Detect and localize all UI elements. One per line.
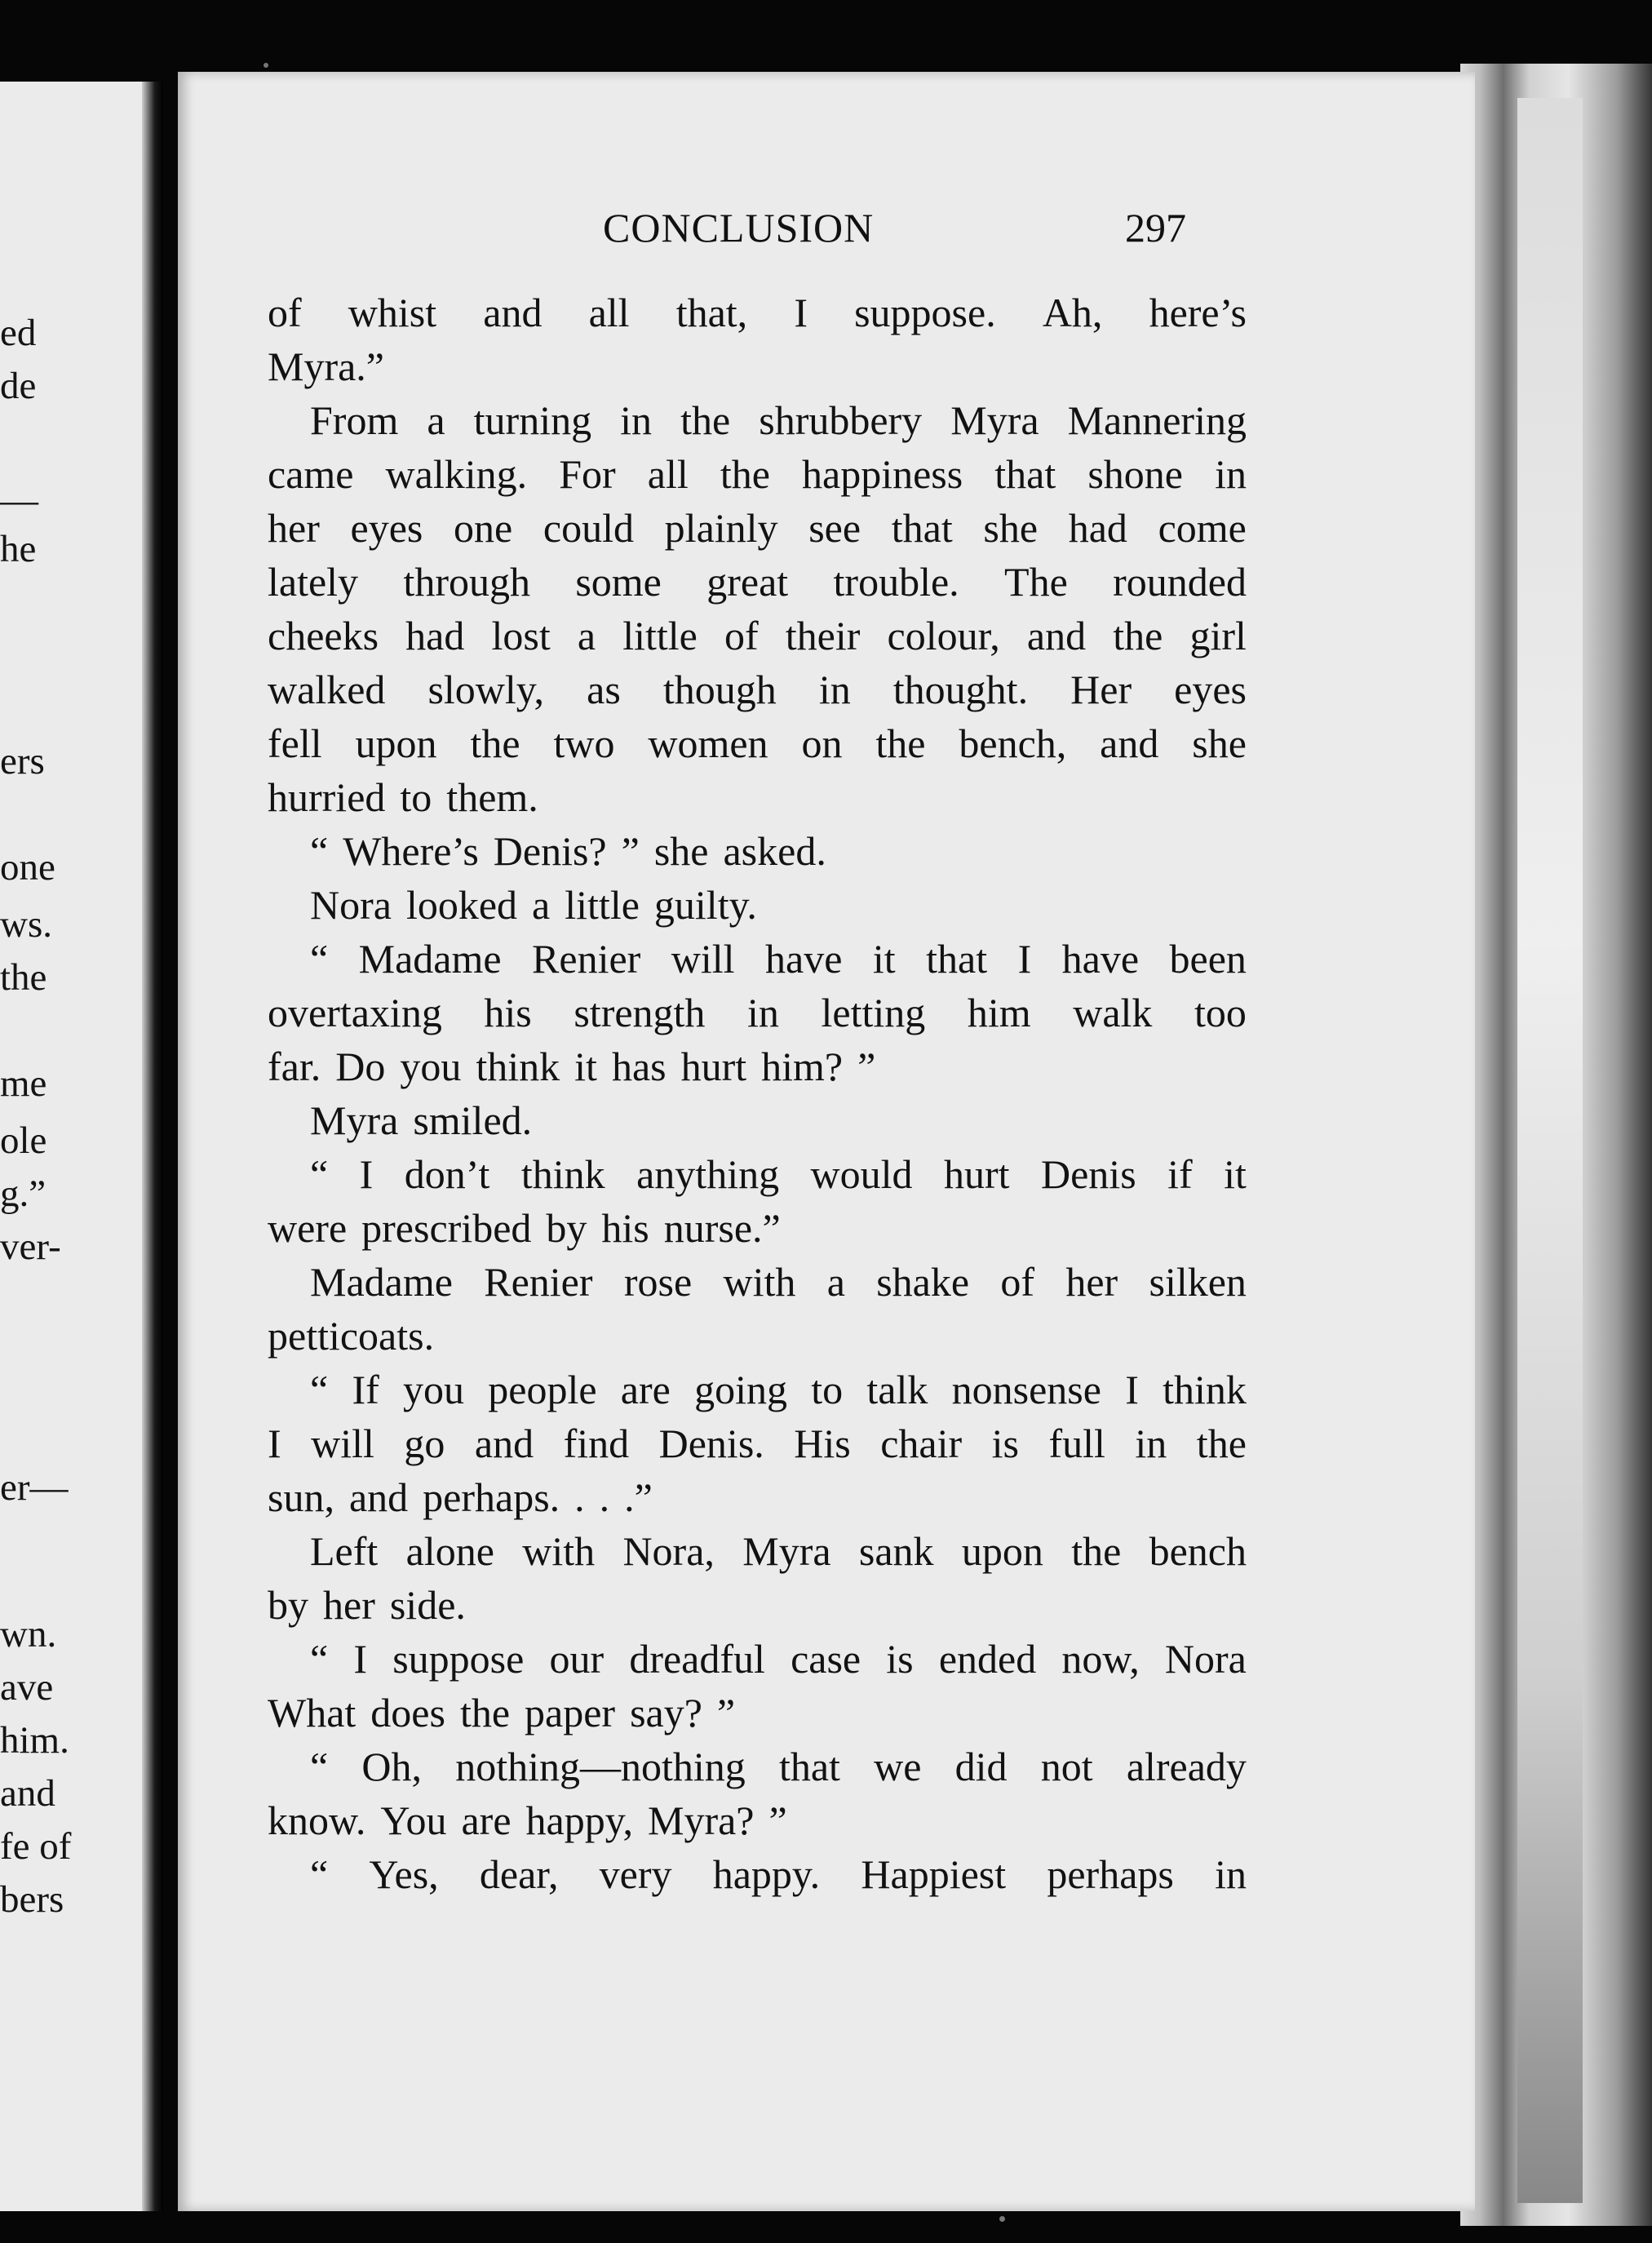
body-text [268, 286, 1247, 1901]
text-line [268, 1201, 1247, 1255]
word: could [543, 505, 634, 551]
word: has [611, 1044, 667, 1089]
word: upon [961, 1528, 1043, 1574]
word: know. [268, 1798, 366, 1843]
word: shrubbery [759, 397, 923, 443]
word: did [954, 1744, 1008, 1789]
text-line [268, 555, 1247, 609]
word: the [680, 397, 731, 443]
left-fragment: the [0, 956, 47, 999]
word: whist [348, 290, 437, 335]
left-fragment: er— [0, 1466, 69, 1509]
word: smiled. [413, 1097, 533, 1143]
word: looked [405, 882, 518, 928]
word: hurried [268, 774, 386, 820]
word: Madame [310, 1259, 453, 1305]
word: a [577, 613, 596, 658]
left-fragment: him. [0, 1719, 69, 1762]
word: lately [268, 559, 359, 605]
word: been [1169, 936, 1247, 982]
word: women [648, 720, 768, 766]
word: I [268, 1421, 281, 1466]
word: the [875, 720, 926, 766]
word: them. [446, 774, 538, 820]
word: of [724, 613, 759, 658]
word: I [353, 1636, 368, 1682]
text-line [268, 1039, 1247, 1093]
word: that [891, 505, 953, 551]
word: his [484, 990, 532, 1035]
word: eyes [1174, 667, 1247, 712]
word: I [1017, 936, 1032, 982]
word: nothing—nothing [455, 1744, 746, 1789]
word: Oh, [361, 1744, 422, 1789]
word: “ [310, 1367, 329, 1412]
word: thought. [892, 667, 1029, 712]
word: already [1126, 1744, 1247, 1789]
word: side. [389, 1582, 466, 1628]
word: one [454, 505, 513, 551]
word: “ [310, 828, 329, 874]
word: and [1026, 613, 1087, 658]
word: on [801, 720, 843, 766]
word: think [520, 1151, 605, 1197]
word: walking. [385, 451, 528, 497]
word: and [483, 290, 543, 335]
word: now, [1061, 1636, 1140, 1682]
text-line [268, 1740, 1247, 1793]
word: is [886, 1636, 914, 1682]
word: that [994, 451, 1056, 497]
word: will [311, 1421, 374, 1466]
left-fragment: bers [0, 1878, 64, 1921]
word: with [522, 1528, 596, 1574]
word: turning [473, 397, 592, 443]
word: the [470, 720, 520, 766]
word: by [546, 1205, 587, 1251]
word: overtaxing [268, 990, 442, 1035]
left-fragment: — [0, 479, 38, 521]
word: people [488, 1367, 597, 1412]
word: perhaps [1047, 1851, 1174, 1897]
left-fragment: fe of [0, 1825, 72, 1868]
text-line [268, 1255, 1247, 1309]
word: shake [876, 1259, 970, 1305]
text-line [268, 1093, 1247, 1147]
word: “ [310, 1636, 329, 1682]
word: you [403, 1367, 465, 1412]
word: a [427, 397, 445, 443]
left-fragment: ver- [0, 1226, 61, 1268]
word: her [268, 505, 320, 551]
word: will [671, 936, 735, 982]
word: her [1065, 1259, 1118, 1305]
running-head: CONCLUSION [603, 205, 875, 250]
word: the [1071, 1528, 1122, 1574]
word: that [778, 1744, 840, 1789]
word: you [400, 1044, 462, 1089]
word: . [599, 1474, 610, 1520]
word: Denis [1041, 1151, 1136, 1197]
word: their [785, 613, 861, 658]
word: hurt [944, 1151, 1010, 1197]
word: hurt [680, 1044, 747, 1089]
word: alone [405, 1528, 494, 1574]
word: had [1068, 505, 1127, 551]
word: all [647, 451, 689, 497]
word: happy, [525, 1798, 633, 1843]
word: lost [491, 613, 551, 658]
word: the [1113, 613, 1163, 658]
word: Renier [532, 936, 641, 982]
word: in [1215, 451, 1247, 497]
text-line [268, 393, 1247, 447]
word: “ [310, 1151, 329, 1197]
word: case [791, 1636, 861, 1682]
word: “ [310, 1851, 329, 1897]
word: him? [761, 1044, 844, 1089]
left-fragment: ers [0, 740, 45, 782]
text-line [268, 286, 1247, 339]
word: if [1167, 1151, 1193, 1197]
word: that [926, 936, 988, 982]
text-line [268, 447, 1247, 501]
word: happiness [802, 451, 963, 497]
word: guilty. [653, 882, 757, 928]
word: ” [621, 828, 640, 874]
word: little [622, 613, 698, 658]
word: letting [821, 990, 926, 1035]
word: What [268, 1690, 357, 1735]
word: his [601, 1205, 649, 1251]
word: You [380, 1798, 447, 1843]
word: dreadful [629, 1636, 765, 1682]
word: Mannering [1067, 397, 1247, 443]
text-line [268, 770, 1247, 824]
word: and [1100, 720, 1159, 766]
word: plainly [664, 505, 778, 551]
word: Myra [950, 397, 1039, 443]
word: Do [335, 1044, 386, 1089]
word: chair [880, 1421, 963, 1466]
left-fragment: g.” [0, 1172, 47, 1215]
word: and [474, 1421, 534, 1466]
word: a [532, 882, 551, 928]
word: through [403, 559, 530, 605]
word: not [1040, 1744, 1093, 1789]
word: she [653, 828, 709, 874]
word: the [720, 451, 770, 497]
word: Nora [1164, 1636, 1247, 1682]
left-fragment: and [0, 1772, 55, 1815]
word: bench, [959, 720, 1067, 766]
left-fragment: de [0, 365, 37, 407]
word: though [662, 667, 777, 712]
text-line [268, 1147, 1247, 1201]
word: great [706, 559, 789, 605]
text-line [268, 932, 1247, 986]
word: rose [623, 1259, 693, 1305]
scan-dust-speck [999, 2216, 1005, 2222]
text-line [268, 1686, 1247, 1740]
word: Madame [358, 936, 502, 982]
word: The [1004, 559, 1068, 605]
text-line [268, 824, 1247, 878]
word: see [808, 505, 861, 551]
word: think [476, 1044, 560, 1089]
book-gutter [142, 82, 163, 2211]
word: Nora [310, 882, 392, 928]
word: is [991, 1421, 1019, 1466]
word: talk [866, 1367, 928, 1412]
word: Left [310, 1528, 379, 1574]
word: Denis. [658, 1421, 764, 1466]
word: cheeks [268, 613, 379, 658]
word: sank [858, 1528, 934, 1574]
word: From [310, 397, 399, 443]
word: Happiest [861, 1851, 1007, 1897]
text-line [268, 1470, 1247, 1524]
word: bench [1149, 1528, 1247, 1574]
word: nurse.” [663, 1205, 781, 1251]
word: .” [624, 1474, 653, 1520]
word: colour, [887, 613, 1000, 658]
word: nonsense [951, 1367, 1101, 1412]
word: in [1215, 1851, 1247, 1897]
word: Yes, [369, 1851, 439, 1897]
word: are [620, 1367, 671, 1412]
word: ” [716, 1690, 736, 1735]
word: “ [310, 1744, 329, 1789]
word: does [370, 1690, 445, 1735]
word: of [268, 290, 302, 335]
word: happy. [712, 1851, 821, 1897]
word: as [587, 667, 621, 712]
word: she [1192, 720, 1247, 766]
text-line [268, 1578, 1247, 1632]
word: the [1196, 1421, 1247, 1466]
word: to [400, 774, 432, 820]
word: some [575, 559, 662, 605]
word: strength [574, 990, 706, 1035]
word: paper [525, 1690, 616, 1735]
text-line [268, 1309, 1247, 1363]
word: we [874, 1744, 922, 1789]
word: and [348, 1474, 409, 1520]
text-line [268, 339, 1247, 393]
page-stack-edge-highlight [1517, 98, 1583, 2203]
word: trouble. [833, 559, 959, 605]
word: all [588, 290, 630, 335]
scan-dust-speck [264, 63, 268, 68]
facing-page-left [0, 82, 163, 2211]
word: it [872, 936, 896, 982]
word: If [352, 1367, 379, 1412]
word: were [268, 1205, 348, 1251]
word: would [810, 1151, 913, 1197]
word: she [983, 505, 1039, 551]
word: think [1163, 1367, 1247, 1412]
word: going [694, 1367, 787, 1412]
word: His [794, 1421, 851, 1466]
text-line [268, 1363, 1247, 1416]
left-fragment: wn. [0, 1613, 57, 1656]
word: very [599, 1851, 672, 1897]
word: petticoats. [268, 1313, 435, 1359]
word: dear, [479, 1851, 559, 1897]
word: rounded [1113, 559, 1247, 605]
word: anything [636, 1151, 780, 1197]
word: I [359, 1151, 374, 1197]
word: . [574, 1474, 585, 1520]
word: far. [268, 1044, 321, 1089]
text-line [268, 716, 1247, 770]
word: by [268, 1582, 308, 1628]
word: silken [1149, 1259, 1247, 1305]
text-line [268, 609, 1247, 663]
word: suppose [392, 1636, 525, 1682]
word: full [1048, 1421, 1105, 1466]
word: Myra [742, 1528, 831, 1574]
word: came [268, 451, 354, 497]
text-line [268, 1632, 1247, 1686]
word: “ [310, 936, 329, 982]
left-fragment: me [0, 1062, 47, 1105]
word: to [811, 1367, 844, 1412]
word: ended [938, 1636, 1037, 1682]
word: are [461, 1798, 512, 1843]
word: her [323, 1582, 375, 1628]
word: it [574, 1044, 597, 1089]
word: shone [1087, 451, 1183, 497]
word: go [404, 1421, 445, 1466]
word: in [818, 667, 851, 712]
left-fragment: ole [0, 1119, 47, 1162]
word: Her [1070, 667, 1132, 712]
text-line [268, 501, 1247, 555]
word: two [553, 720, 615, 766]
word: of [1000, 1259, 1035, 1305]
word: a [826, 1259, 845, 1305]
word: sun, [268, 1474, 334, 1520]
word: that, [675, 290, 748, 335]
left-fragment: ws. [0, 903, 52, 946]
word: Myra? [647, 1798, 755, 1843]
word: Renier [484, 1259, 593, 1305]
left-fragment: one [0, 846, 55, 889]
word: I [794, 290, 808, 335]
word: him [967, 990, 1031, 1035]
word: our [549, 1636, 605, 1682]
text-line [268, 986, 1247, 1039]
page-header [268, 204, 1215, 261]
word: suppose. [854, 290, 996, 335]
word: I [1125, 1367, 1139, 1412]
word: don’t [404, 1151, 490, 1197]
word: Denis? [493, 828, 607, 874]
word: find [563, 1421, 630, 1466]
word: here’s [1149, 290, 1247, 335]
text-line [268, 1793, 1247, 1847]
word: too [1194, 990, 1247, 1035]
text-line [268, 1416, 1247, 1470]
word: perhaps. [423, 1474, 560, 1520]
word: Where’s [343, 828, 479, 874]
word: fell [268, 720, 322, 766]
word: ” [768, 1798, 787, 1843]
word: Myra.” [268, 344, 384, 389]
text-line [268, 878, 1247, 932]
word: walk [1073, 990, 1153, 1035]
word: have [765, 936, 843, 982]
word: Ah, [1042, 290, 1103, 335]
word: eyes [350, 505, 423, 551]
word: have [1061, 936, 1140, 982]
word: slowly, [427, 667, 545, 712]
word: in [1135, 1421, 1167, 1466]
word: walked [268, 667, 386, 712]
word: come [1158, 505, 1247, 551]
word: asked. [723, 828, 826, 874]
text-line [268, 663, 1247, 716]
word: Myra [310, 1097, 399, 1143]
word: in [620, 397, 653, 443]
word: say? [630, 1690, 702, 1735]
word: Nora, [622, 1528, 715, 1574]
word: the [459, 1690, 511, 1735]
word: had [405, 613, 465, 658]
word: it [1224, 1151, 1247, 1197]
word: upon [355, 720, 437, 766]
left-fragment: ave [0, 1666, 54, 1709]
word: in [747, 990, 779, 1035]
page-number: 297 [1125, 205, 1186, 250]
word: little [565, 882, 640, 928]
word: For [559, 451, 616, 497]
left-fragment: he [0, 528, 37, 570]
text-line [268, 1847, 1247, 1901]
word: ” [857, 1044, 876, 1089]
left-fragment: ed [0, 312, 37, 354]
word: with [723, 1259, 796, 1305]
word: prescribed [361, 1205, 532, 1251]
text-line [268, 1524, 1247, 1578]
word: girl [1189, 613, 1247, 658]
